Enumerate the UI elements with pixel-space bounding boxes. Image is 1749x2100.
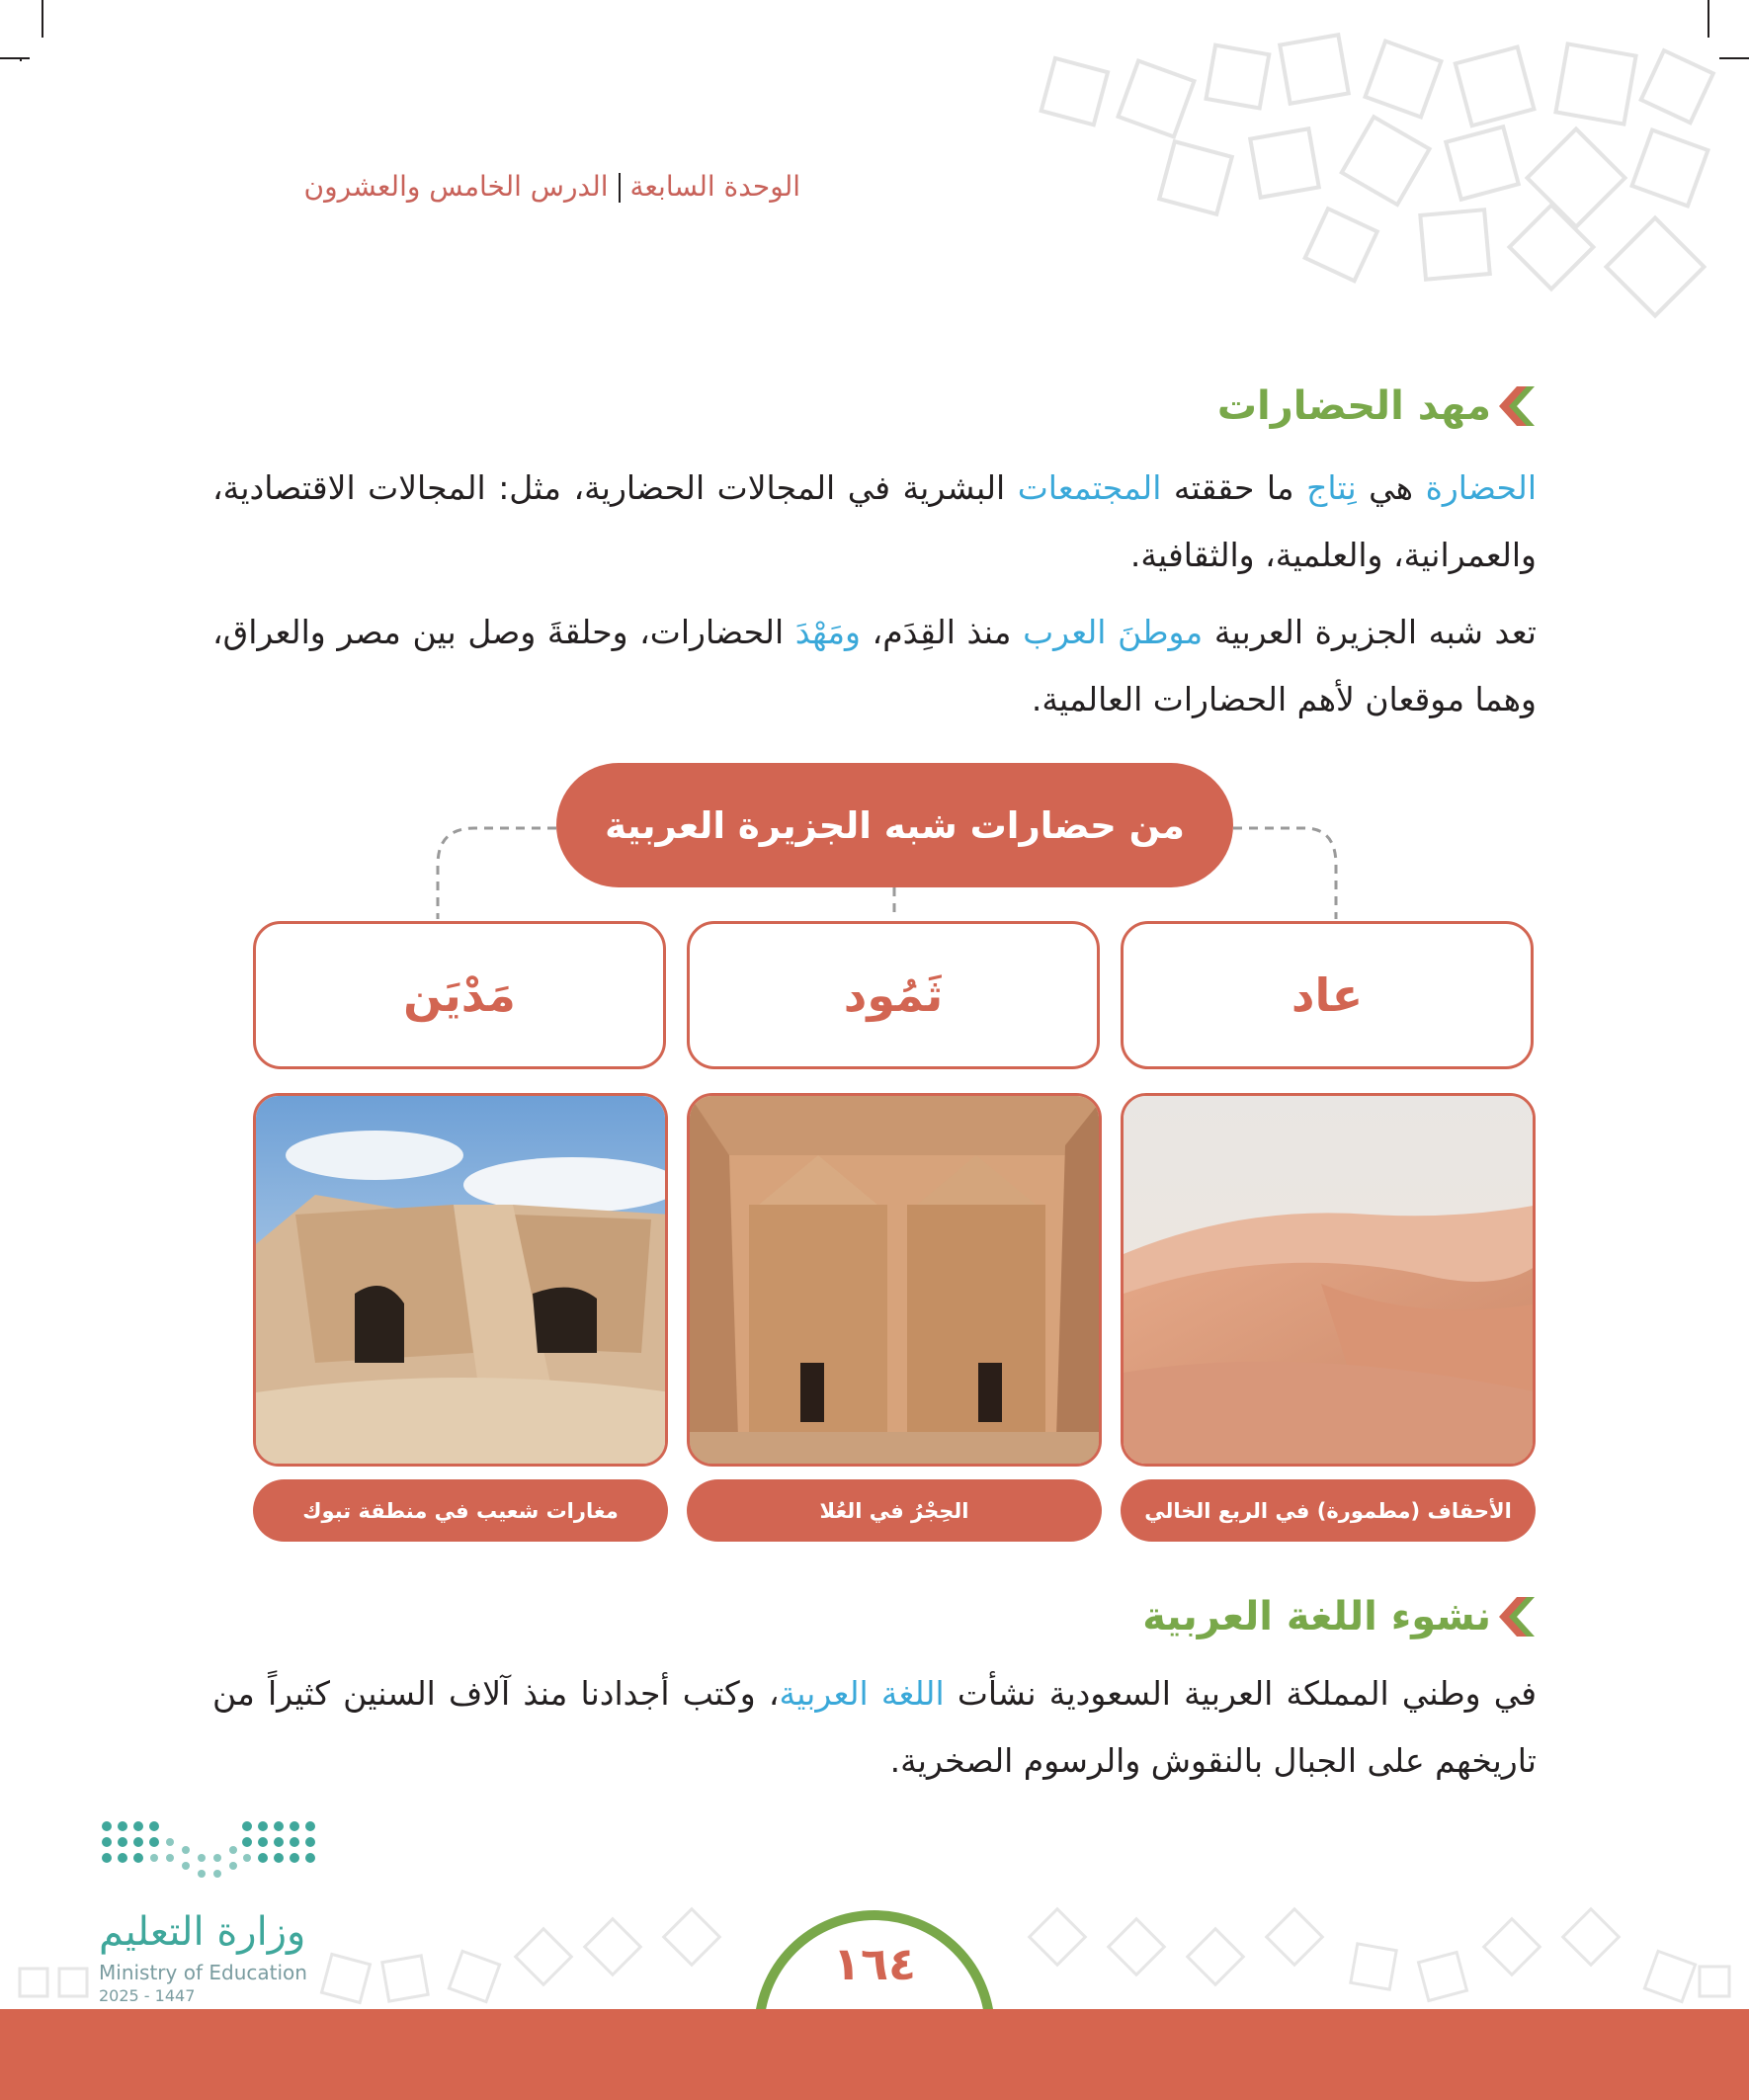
caption-aad: الأحقاف (مطمورة) في الربع الخالي: [1121, 1479, 1536, 1542]
keyword: نِتاج: [1306, 468, 1357, 507]
page-number: ١٦٤: [832, 1937, 917, 1990]
text-run: هي: [1356, 468, 1426, 507]
text-run: في وطني المملكة العربية السعودية نشأت: [944, 1674, 1537, 1713]
ministry-name-ar: وزارة التعليم: [99, 1909, 306, 1955]
text-run: البشرية في المجالات الحضارية، مثل: المجالات الاقتصادية، والعمرانية، والعلمية، والثقافية.: [212, 468, 1537, 574]
civilization-box-madyan: مَدْيَن: [253, 921, 666, 1069]
caption-madyan: مغارات شعيب في منطقة تبوك: [253, 1479, 668, 1542]
civilization-box-aad: عاد: [1121, 921, 1534, 1069]
photo-hegra-tomb: [687, 1093, 1102, 1467]
text-run: ، وكتب أجدادنا منذ آلاف السنين كثيراً من تاريخهم على الجبال بالنقوش والرسوم الصخرية.: [212, 1674, 1537, 1780]
chevron-icon: [1499, 1591, 1537, 1642]
ministry-name-en: Ministry of Education: [99, 1961, 307, 1984]
civilization-box-thamud: ثَمُود: [687, 921, 1100, 1069]
text-run: منذ القِدَم،: [860, 613, 1024, 651]
text-run: ما حققته: [1161, 468, 1307, 507]
keyword: ومَهْدَ: [794, 613, 861, 651]
section-heading-language: [1142, 1591, 1537, 1642]
footer-bar: [0, 2009, 1749, 2100]
keyword: موطنَ العرب: [1023, 613, 1204, 651]
keyword: الحضارة: [1425, 468, 1538, 507]
photo-desert-dunes: [1121, 1093, 1536, 1467]
keyword: المجتمعات: [1017, 468, 1162, 507]
paragraph-language: [212, 1660, 1537, 1795]
section-title: مهد الحضارات: [1216, 383, 1491, 429]
ministry-logo-dots: [99, 1818, 316, 1901]
unit-label: الوحدة السابعة: [629, 170, 800, 203]
text-run: الحضارات، وحلقةَ وصل بين مصر والعراق، وهما موقعان لأهم الحضارات العالمية.: [212, 613, 1537, 718]
section-title: نشوء اللغة العربية: [1142, 1594, 1491, 1639]
diagram-title: من حضارات شبه الجزيرة العربية: [556, 763, 1233, 887]
lesson-label: الدرس الخامس والعشرون: [303, 170, 609, 203]
caption-thamud: الحِجْرُ في العُلا: [687, 1479, 1102, 1542]
photo-shuaib-caves: [253, 1093, 668, 1467]
text-run: تعد شبه الجزيرة العربية: [1203, 613, 1537, 651]
ministry-year: 2025 - 1447: [99, 1986, 196, 2005]
keyword: اللغة العربية: [779, 1674, 945, 1713]
